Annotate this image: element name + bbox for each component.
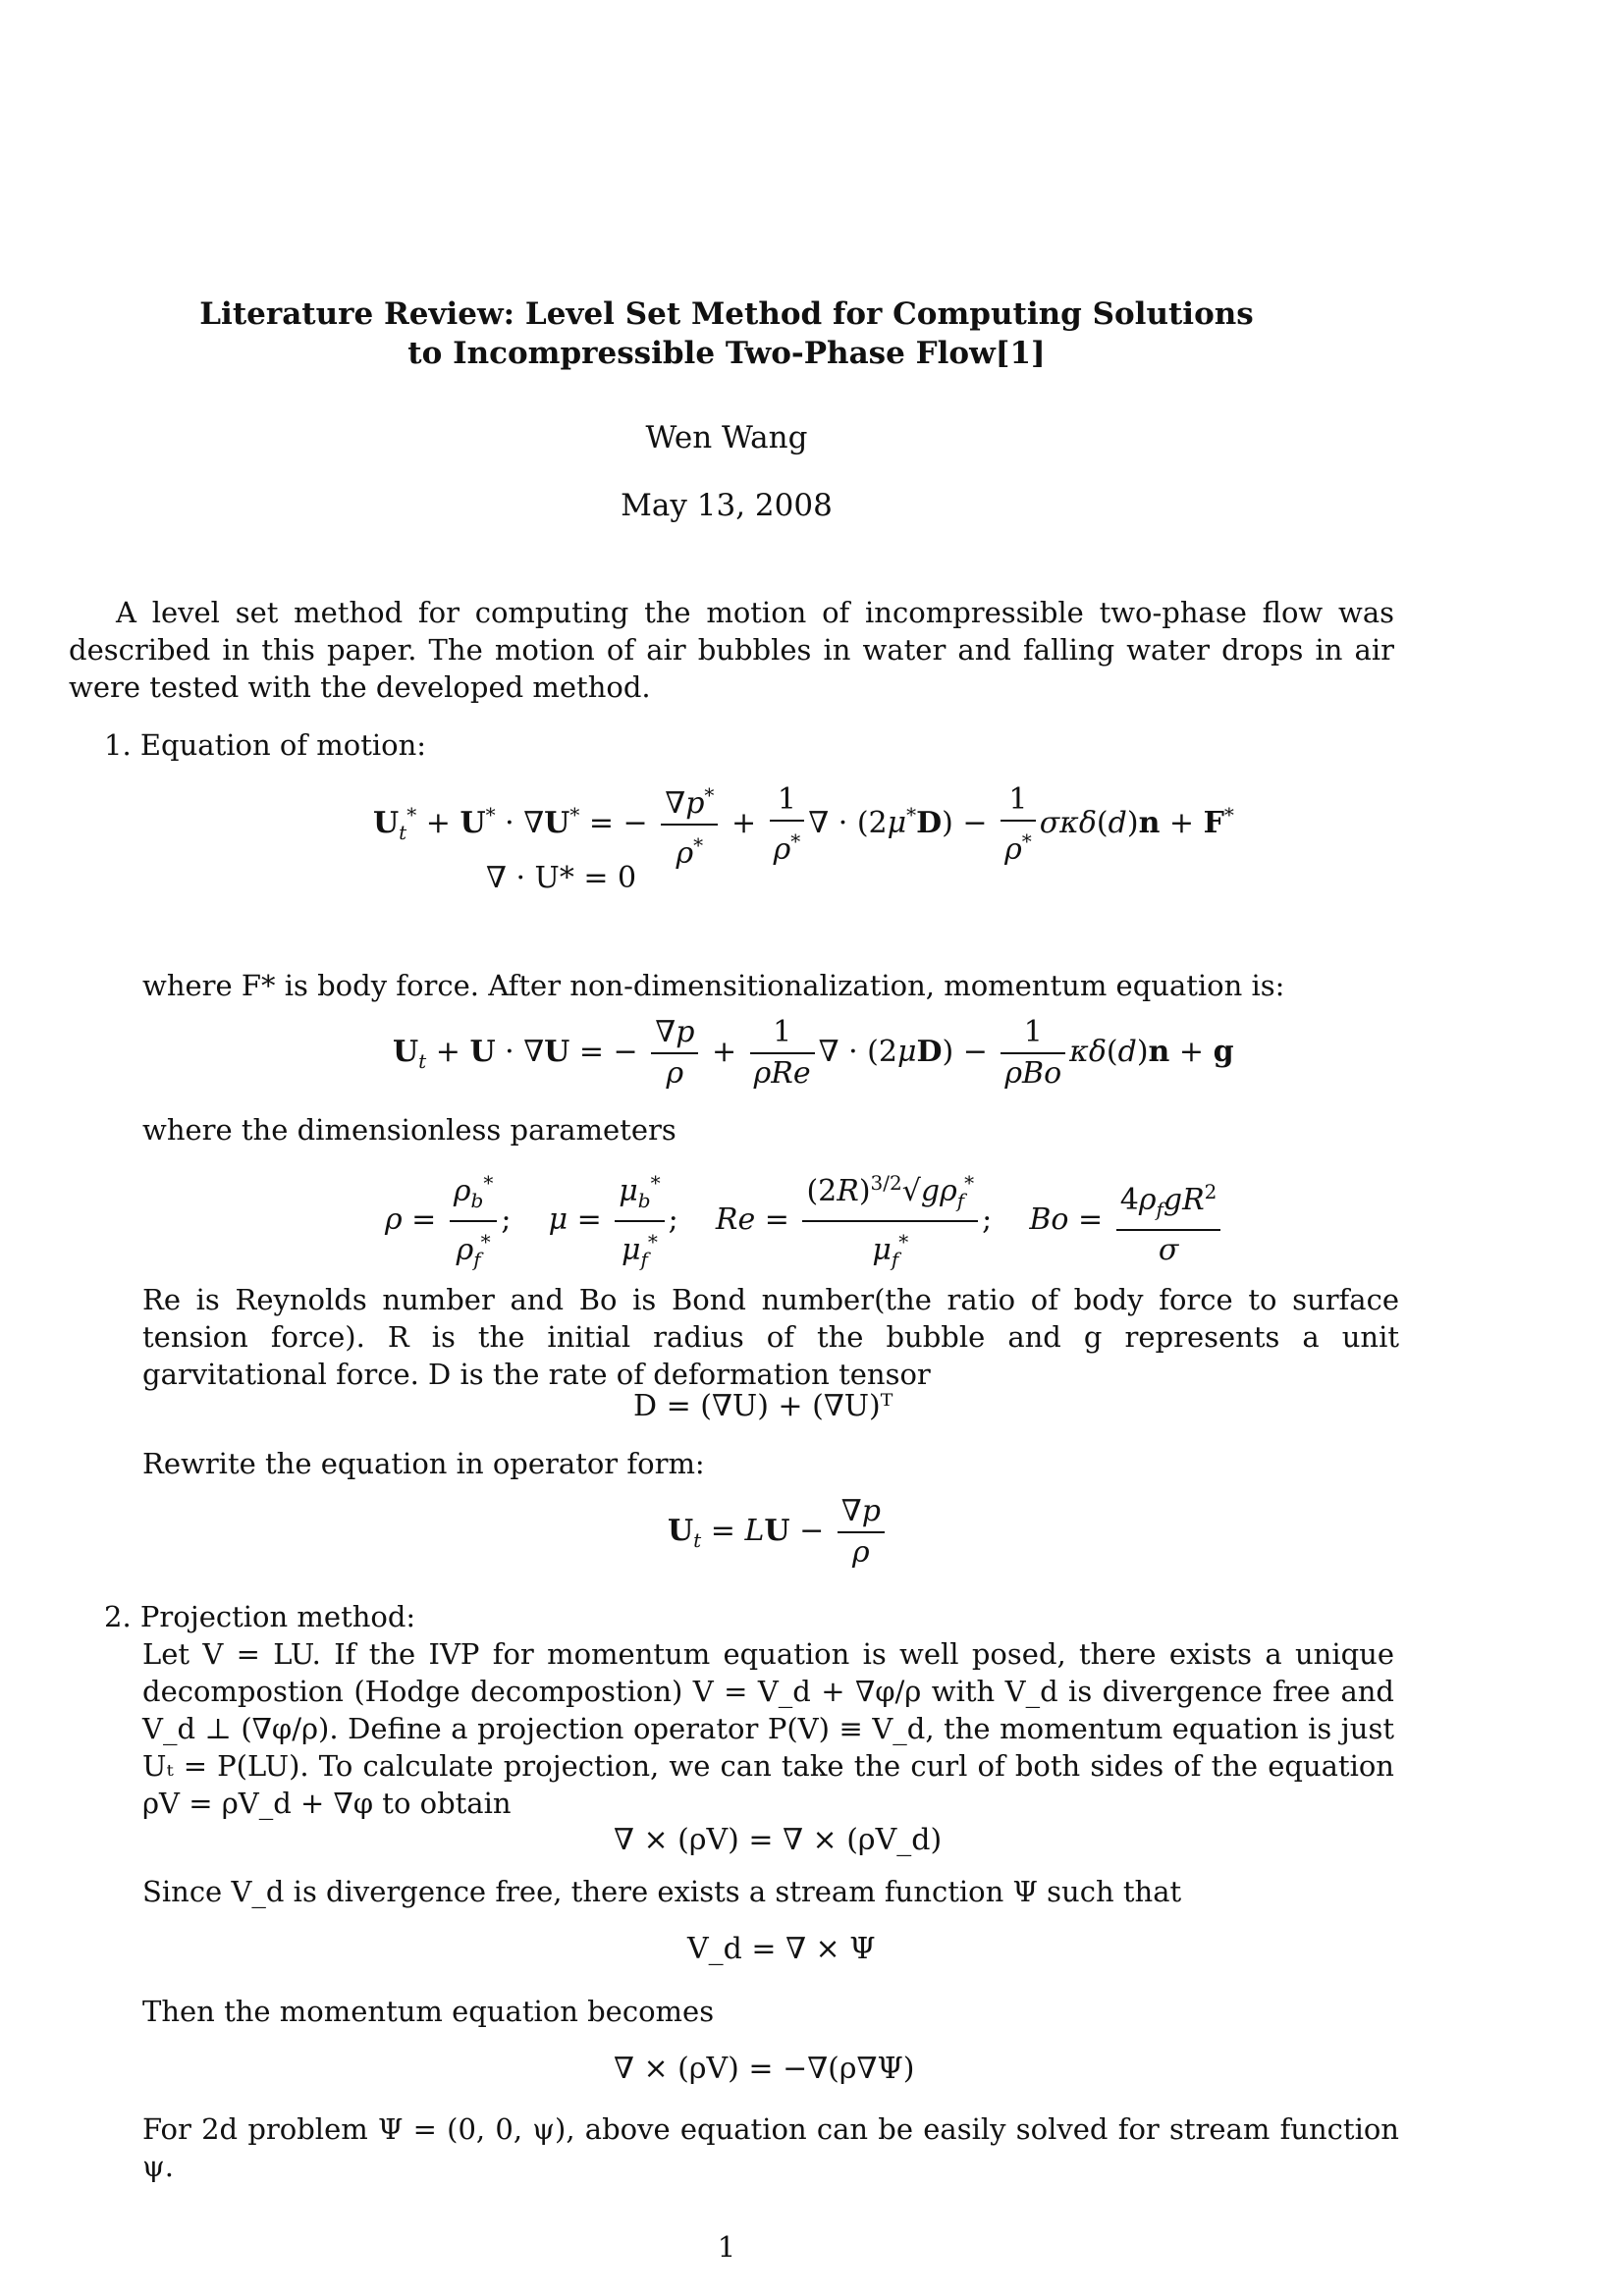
equation-continuity: ∇ · U* = 0 — [486, 861, 637, 895]
equation-curl: ∇ × (ρV) = ∇ × (ρV_d) — [614, 1823, 943, 1857]
paper-title — [0, 294, 1453, 373]
params-text: where the dimensionless parameters — [142, 1113, 676, 1147]
body-force-text: where F* is body force. After non-dimensitionalization, momentum equation is: — [142, 969, 1285, 1002]
momentum-becomes-text: Then the momentum equation becomes — [142, 1995, 715, 2028]
equation-motion: $U_t^* + U^* \cdot \nabla U^*$ = − $\frac{\nabla p^*}{\rho^*}$ + $\frac{1}{\rho^*}$ ∇ · (2μ*D) − $\frac{1}{\rho^*}$ σκδ(d)n + F* — [373, 775, 1234, 874]
equation-deformation-tensor: D = (∇U) + (∇U)ᵀ — [633, 1389, 893, 1423]
equation-momentum-curl: ∇ × (ρV) = −∇(ρ∇Ψ) — [614, 2052, 915, 2086]
final-paragraph: For 2d problem Ψ = (0, 0, ψ), above equation can be easily solved for stream function ψ. — [142, 2112, 1399, 2183]
equation-stream: V_d = ∇ × Ψ — [687, 1932, 876, 1966]
operator-form-text: Rewrite the equation in operator form: — [142, 1447, 705, 1480]
equation-parameters: ρ = $\frac{\rho_b^*}{\rho_f^*}$ ; μ = $\frac{\mu_b^*}{\mu_f^*}$ ; Re = $\frac{(2R)^{3/2}√g\rho_f^*}{\mu_f^*}$ ; Bo = $\frac{4\rho_fgR^2}{\sigma}$ — [385, 1163, 1224, 1279]
author: Wen Wang — [645, 420, 808, 455]
date: May 13, 2008 — [621, 488, 833, 523]
section-2-heading: 2. Projection method: — [104, 1600, 416, 1633]
stream-function-text: Since V_d is divergence free, there exists a stream function Ψ such that — [142, 1875, 1182, 1908]
title-line-1: Literature Review: Level Set Method for Computing Solutions — [199, 296, 1254, 332]
page-number: 1 — [717, 2230, 736, 2264]
title-line-2: to Incompressible Two-Phase Flow[1] — [407, 336, 1046, 371]
re-bo-paragraph: Re is Reynolds number and Bo is Bond number(the ratio of body force to surface tension force). R is the initial radius of the bubble and g represents a unit garvitational force. D is the rate of deformation tensor — [142, 1283, 1399, 1391]
abstract-paragraph: A level set method for computing the motion of incompressible two-phase flow was described in this paper. The motion of air bubbles in water and falling water drops in air were tested with the developed method. — [69, 596, 1394, 704]
section-1-heading: 1. Equation of motion: — [104, 728, 427, 762]
equation-nondimensional: $U_t + U \cdot \nabla U$ = − $\frac{\nabla p}{\rho}$ + $\frac{1}{\text{ρRe}}$ ∇ · (2μD) − $\frac{1}{\text{ρBo}}$ κδ(d)n + g — [393, 1015, 1234, 1091]
projection-paragraph: Let V = LU. If the IVP for momentum equation is well posed, there exists a unique decompostion (Hodge decompostion) V = V_d + ∇φ/ρ with V_d is divergence free and V_d ⊥ (∇φ/ρ). Define a projection operator P(V) ≡ V_d, the momentum equation is just Uₜ = P(LU). To calculate projection, we can take the curl of both sides of the equation ρV = ρV_d + ∇φ to obtain — [142, 1637, 1394, 1820]
equation-operator-form: $U_t$ = LU − $\frac{\nabla p}{\rho}$ — [668, 1492, 889, 1573]
